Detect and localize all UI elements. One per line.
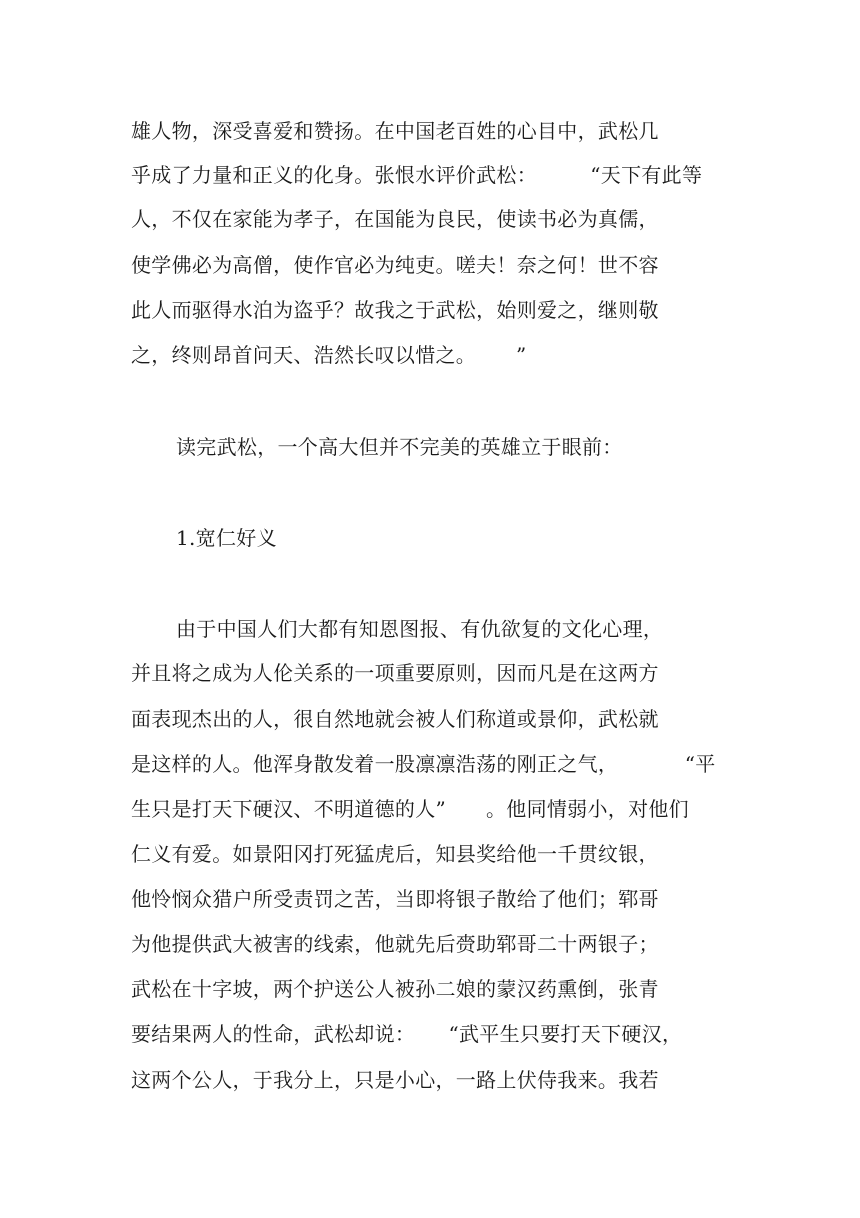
paragraph-line: 要结果两人的性命，武松却说： “武平生只要打天下硬汉， <box>131 1022 683 1046</box>
paragraph-line: 使学佛必为高僧，使作官必为纯吏。嗟夫！奈之何！世不容 <box>131 253 659 277</box>
paragraph-line: 乎成了力量和正义的化身。张恨水评价武松： “天下有此等 <box>131 163 703 187</box>
paragraph-line: 此人而驱得水泊为盗乎？故我之于武松，始则爱之，继则敬 <box>131 298 659 322</box>
paragraph-line: 由于中国人们大都有知恩图报、有仇欲复的文化心理， <box>176 617 664 641</box>
paragraph-line: 是这样的人。他浑身散发着一股凛凛浩荡的刚正之气， “平 <box>131 752 716 776</box>
paragraph-line: 面表现杰出的人，很自然地就会被人们称道或景仰，武松就 <box>131 707 659 731</box>
paragraph-line: 仁义有爱。如景阳冈打死猛虎后，知县奖给他一千贯纹银， <box>131 842 659 866</box>
paragraph-line: 并且将之成为人伦关系的一项重要原则，因而凡是在这两方 <box>131 661 659 685</box>
paragraph-line: 之，终则昂首问天、浩然长叹以惜之。 ” <box>131 343 527 367</box>
paragraph-line: 雄人物，深受喜爱和赞扬。在中国老百姓的心目中，武松几 <box>131 119 659 143</box>
paragraph-line: 他怜悯众猎户所受责罚之苦，当即将银子散给了他们；郓哥 <box>131 887 659 911</box>
paragraph-line: 生只是打天下硬汉、不明道德的人” 。他同情弱小，对他们 <box>131 797 689 821</box>
paragraph-line: 为他提供武大被害的线索，他就先后赍助郓哥二十两银子； <box>131 932 659 956</box>
paragraph-line: 人，不仅在家能为孝子，在国能为良民，使读书必为真儒， <box>131 207 659 231</box>
paragraph-line: 这两个公人，于我分上，只是小心，一路上伏侍我来。我若 <box>131 1068 659 1092</box>
paragraph-line: 武松在十字坡，两个护送公人被孙二娘的蒙汉药熏倒，张青 <box>131 977 659 1001</box>
paragraph-line: 读完武松，一个高大但并不完美的英雄立于眼前： <box>176 435 623 459</box>
section-heading: 1.宽仁好义 <box>176 526 277 550</box>
